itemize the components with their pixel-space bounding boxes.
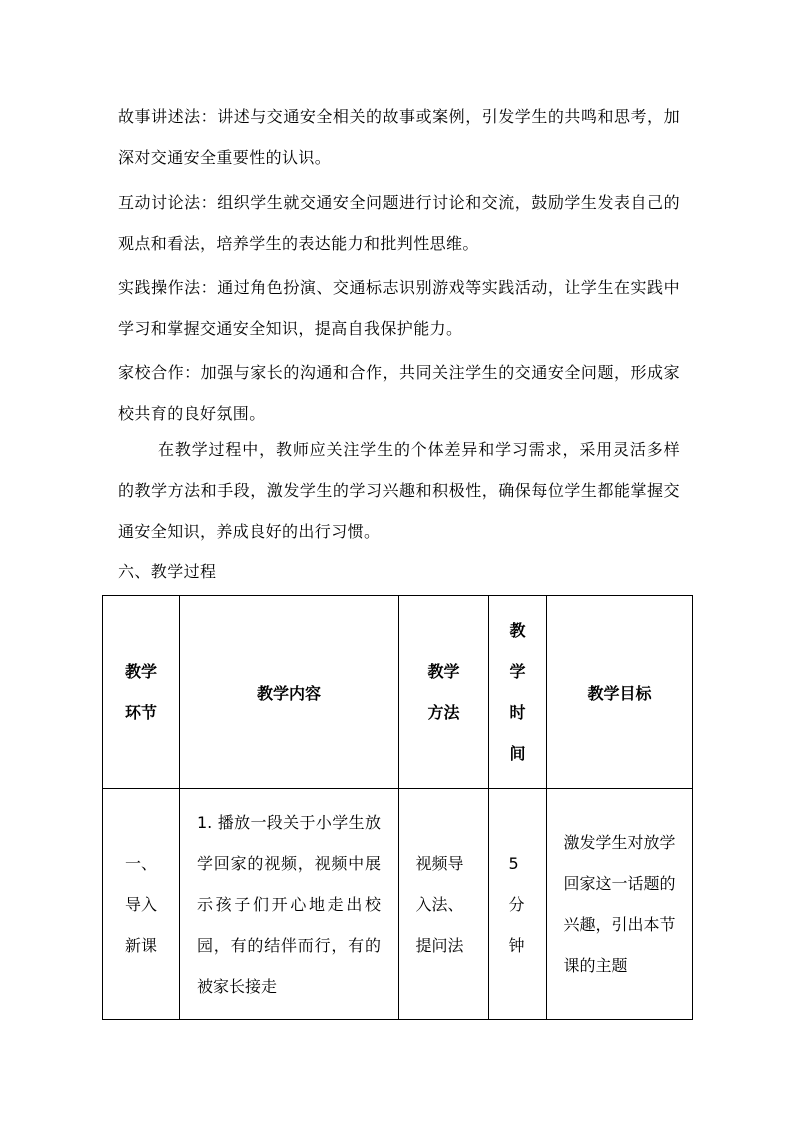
header-teaching-method xyxy=(399,596,489,789)
table-header-row xyxy=(103,596,693,789)
cell-stage-line2: 导入 xyxy=(124,894,157,914)
paragraph-teaching-process-note: 在教学过程中，教师应关注学生的个体差异和学习需求，采用灵活多样的教学方法和手段，激发学生的学习兴趣和积极性，确保每位学生都能掌握交通安全知识，养成良好的出行习惯。 xyxy=(118,440,680,541)
paragraph-practical-operation-method: 实践操作法：通过角色扮演、交通标志识别游戏等实践活动，让学生在实践中学习和掌握交通安全知识，提高自我保护能力。 xyxy=(118,278,680,338)
cell-method-intro: 视频导入法、提问法 xyxy=(399,789,489,1020)
cell-stage-line3: 新课 xyxy=(124,935,157,955)
paragraph-interactive-discussion-method: 互动讨论法：组织学生就交通安全问题进行讨论和交流，鼓励学生发表自己的观点和看法，培养学生的表达能力和批判性思维。 xyxy=(118,193,680,253)
table-row xyxy=(103,789,693,1020)
teaching-process-table xyxy=(102,595,693,1020)
cell-time-intro xyxy=(489,789,547,1020)
cell-time-line1: 5 xyxy=(508,853,519,873)
header-teaching-content: 教学内容 xyxy=(180,596,399,789)
header-teaching-stage-line2: 环节 xyxy=(124,703,157,722)
paragraph-storytelling-method: 故事讲述法：讲述与交通安全相关的故事或案例，引发学生的共鸣和思考，加深对交通安全重要性的认识。 xyxy=(118,107,680,167)
header-teaching-time-char2: 学 xyxy=(509,662,526,681)
cell-time-line3: 钟 xyxy=(508,935,525,955)
cell-goal-intro: 激发学生对放学回家这一话题的兴趣，引出本节课的主题 xyxy=(547,789,693,1020)
header-teaching-time xyxy=(489,596,547,789)
cell-content-intro: 1. 播放一段关于小学生放学回家的视频，视频中展示孩子们开心地走出校园，有的结伴而行，有的被家长接走 xyxy=(180,789,399,1020)
cell-time-line2: 分 xyxy=(508,894,525,914)
cell-stage-intro xyxy=(103,789,180,1020)
header-teaching-method-line2: 方法 xyxy=(427,703,460,722)
header-teaching-stage-line1: 教学 xyxy=(124,662,157,681)
paragraph-home-school-cooperation: 家校合作：加强与家长的沟通和合作，共同关注学生的交通安全问题，形成家校共育的良好氛围。 xyxy=(118,363,680,423)
header-teaching-time-char3: 时 xyxy=(509,703,526,722)
header-teaching-stage xyxy=(103,596,180,789)
header-teaching-method-line1: 教学 xyxy=(427,662,460,681)
header-teaching-goal: 教学目标 xyxy=(547,596,693,789)
header-teaching-time-char1: 教 xyxy=(509,621,526,640)
section-heading-teaching-process: 六、教学过程 xyxy=(118,562,217,581)
cell-stage-line1: 一、 xyxy=(124,853,157,873)
header-teaching-time-char4: 间 xyxy=(509,744,526,763)
